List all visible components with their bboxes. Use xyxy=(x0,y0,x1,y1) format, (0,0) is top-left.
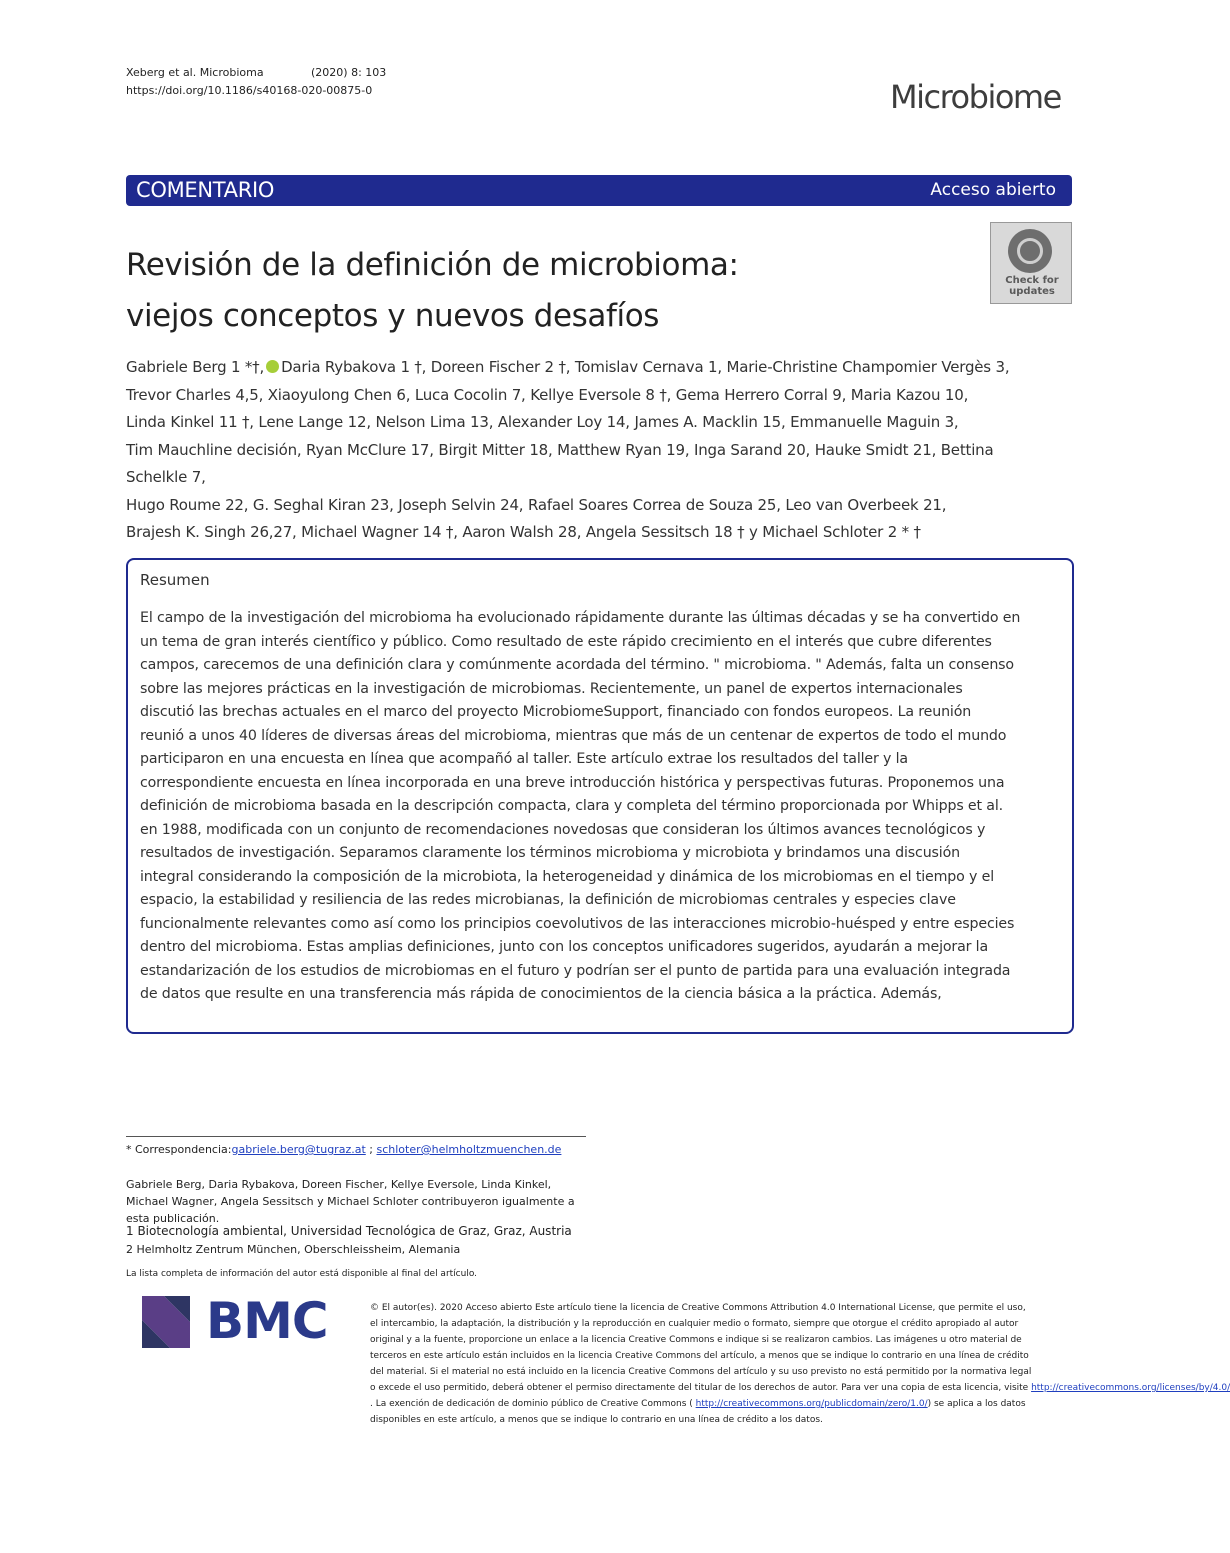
journal-name: Microbiome xyxy=(890,78,1061,116)
title-line-2: viejos conceptos y nuevos desafíos xyxy=(126,298,660,334)
author-line xyxy=(126,354,1056,382)
abstract-line: un tema de gran interés científico y público. Como resultado de este rápido crecimiento en el interés que cubre diferentes xyxy=(140,633,992,650)
abstract-line: de datos que resulte en una transferencia más rápida de conocimientos de la ciencia básica a la práctica. Además, xyxy=(140,986,942,1002)
license-line: © El autor(es). 2020 Acceso abierto Este artículo tiene la licencia de Creative Commons Attribution 4.0 International License, que permite el uso, xyxy=(370,1303,1026,1313)
affiliation-1: 1 Biotecnología ambiental, Universidad Tecnológica de Graz, Graz, Austria xyxy=(126,1224,572,1238)
abstract-line: estandarización de los estudios de microbiomas en el futuro y podrían ser el punto de partida para una evaluación integrada xyxy=(140,962,1011,979)
abstract-line: participaron en una encuesta en línea que acompañó al taller. Este artículo extrae los resultados del taller y la xyxy=(140,751,908,767)
abstract-line: espacio, la estabilidad y resiliencia de las redes microbianas, la definición de microbiomas centrales y especies clave xyxy=(140,892,956,908)
equal-contribution-note xyxy=(126,1176,586,1227)
abstract-heading: Resumen xyxy=(140,571,210,589)
license-line-text: ) se aplica a los datos xyxy=(927,1399,1026,1409)
license-line: terceros en este artículo están incluidos en la licencia Creative Commons del artículo, a menos que se indique lo contrario en una línea de crédito xyxy=(370,1351,1029,1361)
affiliation-2: 2 Helmholtz Zentrum München, Oberschleissheim, Alemania xyxy=(126,1243,461,1256)
email-link-berg[interactable]: gabriele.berg@tugraz.at xyxy=(231,1143,366,1156)
abstract-line: discutió las brechas actuales en el marco del proyecto MicrobiomeSupport, financiado con fondos europeos. La reunión xyxy=(140,704,972,720)
check-for-updates-icon xyxy=(1008,229,1052,273)
author-line: Tim Mauchline decisión, Ryan McClure 17, Birgit Mitter 18, Matthew Ryan 19, Inga Sarand 20, Hauke Smidt 21, Bettina Schelkle 7, xyxy=(126,440,994,486)
license-line-text: . La exención de dedicación de dominio público de Creative Commons ( xyxy=(370,1399,696,1409)
bmc-logo xyxy=(140,1294,355,1350)
abstract-line: dentro del microbioma. Estas amplias definiciones, junto con los conceptos unificadores sugeridos, ayudarán a mejorar la xyxy=(140,939,988,955)
author-line: Hugo Roume 22, G. Seghal Kiran 23, Joseph Selvin 24, Rafael Soares Correa de Souza 25, Leo van Overbeek 21, xyxy=(126,495,947,514)
correspondence-line xyxy=(126,1141,561,1158)
full-author-info-note: La lista completa de información del autor está disponible al final del artículo. xyxy=(126,1269,478,1279)
license-line: original y a la fuente, proporcione un enlace a la licencia Creative Commons e indique si se realizaron cambios. Las imágenes u otro material de xyxy=(370,1335,1022,1345)
citation-year: (2020) 8: 103 xyxy=(311,66,387,79)
footnote-divider xyxy=(126,1136,586,1137)
email-link-schloter[interactable]: schloter@helmholtzmuenchen.de xyxy=(376,1143,562,1156)
equal-contribution-line: Gabriele Berg, Daria Rybakova, Doreen Fischer, Kellye Eversole, Linda Kinkel, xyxy=(126,1178,552,1191)
bmc-logo-text: BMC xyxy=(206,1292,328,1350)
correspondence-label: * Correspondencia: xyxy=(126,1143,232,1156)
cc-by-license-link[interactable]: http://creativecommons.org/licenses/by/4.0/ xyxy=(1031,1383,1230,1393)
abstract-line: definición de microbioma basada en la descripción compacta, clara y completa del término proporcionada por Whipps et al. xyxy=(140,798,1003,814)
author-line: Brajesh K. Singh 26,27, Michael Wagner 14 †, Aaron Walsh 28, Angela Sessitsch 18 † y Michael Schloter 2 * † xyxy=(126,523,921,541)
abstract-line: correspondiente encuesta en línea incorporada en una breve introducción histórica y perspectivas futuras. Proponemos una xyxy=(140,774,1005,791)
check-for-updates-text: Check for updates xyxy=(1005,275,1059,297)
open-access-label: Acceso abierto xyxy=(930,180,1056,200)
license-line xyxy=(370,1396,1198,1412)
article-title xyxy=(126,240,739,342)
article-type-label: COMENTARIO xyxy=(136,178,275,202)
abstract-box xyxy=(126,558,1074,1034)
article-type-bar xyxy=(126,175,1072,206)
equal-contribution-line: Michael Wagner, Angela Sessitsch y Michael Schloter contribuyeron igualmente a xyxy=(126,1195,575,1208)
author-line: Linda Kinkel 11 †, Lene Lange 12, Nelson Lima 13, Alexander Loy 14, James A. Macklin 15, Emmanuelle Maguin 3, xyxy=(126,413,959,431)
author-line-text: Daria Rybakova 1 †, Doreen Fischer 2 †, Tomislav Cernava 1, Marie-Christine Champomier Vergès 3, xyxy=(281,358,1010,376)
abstract-line: sobre las mejores prácticas en la investigación de microbiomas. Recientemente, un panel de expertos internacionales xyxy=(140,680,963,697)
abstract-line: campos, carecemos de una definición clara y comúnmente acordada del término. " microbioma. " Además, falta un consenso xyxy=(140,657,1014,673)
abstract-line: reunió a unos 40 líderes de diversas áreas del microbioma, mientras que más de un centenar de expertos de todo el mundo xyxy=(140,727,1007,744)
author-line: Trevor Charles 4,5, Xiaoyulong Chen 6, Luca Cocolin 7, Kellye Eversole 8 †, Gema Herrero Corral 9, Maria Kazou 10, xyxy=(126,385,969,404)
abstract-line: funcionalmente relevantes como así como los principios coevolutivos de las interacciones microbio-huésped y entre especies xyxy=(140,915,1015,932)
abstract-line: en 1988, modificada con un conjunto de recomendaciones novedosas que consideran los últimos avances tecnológicos y xyxy=(140,821,986,838)
abstract-line: resultados de investigación. Separamos claramente los términos microbioma y microbiota y brindamos una discusión xyxy=(140,845,960,861)
orcid-icon[interactable] xyxy=(266,360,279,373)
check-for-updates-badge[interactable] xyxy=(990,222,1072,304)
citation-authors: Xeberg et al. Microbioma xyxy=(126,66,264,79)
title-line-1: Revisión de la definición de microbioma: xyxy=(126,247,739,283)
author-line-text: Gabriele Berg 1 *†, xyxy=(126,358,265,376)
cc-zero-link[interactable]: http://creativecommons.org/publicdomain/zero/1.0/ xyxy=(695,1399,928,1409)
abstract-body xyxy=(140,607,1066,1007)
abstract-line: El campo de la investigación del microbioma ha evolucionado rápidamente durante las últimas décadas y se ha convertido en xyxy=(140,610,1021,626)
license-line-text: o excede el uso permitido, deberá obtener el permiso directamente del titular de los derechos de autor. Para ver una copia de esta licencia, visite xyxy=(370,1383,1032,1393)
abstract-line: integral considerando la composición de la microbiota, la heterogeneidad y dinámica de los microbiomas en el tiempo y el xyxy=(140,868,994,885)
license-text xyxy=(370,1300,1230,1428)
equal-contribution-line: esta publicación. xyxy=(126,1212,220,1225)
license-line: del material. Si el material no está incluido en la licencia Creative Commons del artículo y su uso previsto no está permitido por la normativa legal xyxy=(370,1367,1032,1377)
license-line: disponibles en este artículo, a menos que se indique lo contrario en una línea de crédito a los datos. xyxy=(370,1415,823,1425)
doi-link[interactable]: https://doi.org/10.1186/s40168-020-00875-0 xyxy=(126,84,373,97)
license-line xyxy=(370,1380,1230,1396)
email-separator: ; xyxy=(365,1143,377,1156)
license-line: el intercambio, la adaptación, la distribución y la reproducción en cualquier medio o formato, siempre que otorgue el crédito apropiado al autor xyxy=(370,1319,1019,1329)
author-list xyxy=(126,354,1056,547)
